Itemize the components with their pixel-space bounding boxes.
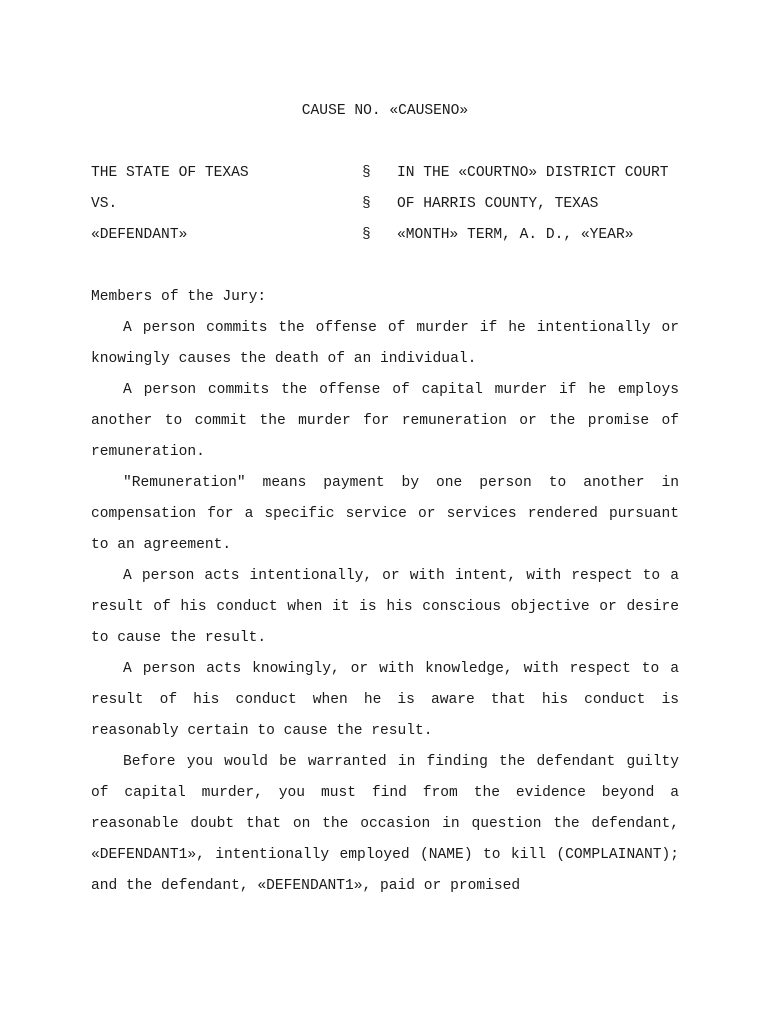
caption-party: VS. <box>91 196 118 212</box>
caption-court: «MONTH» TERM, A. D., «YEAR» <box>397 227 634 243</box>
caption-row <box>91 220 679 251</box>
section-symbol: § <box>362 165 371 181</box>
caption-court: IN THE «COURTNO» DISTRICT COURT <box>397 165 669 181</box>
paragraph: A person acts knowingly, or with knowledge, with respect to a result of his conduct when he is aware that his conduct is reasonably certain to cause the result. <box>91 661 679 739</box>
section-symbol: § <box>362 227 371 243</box>
cause-number: CAUSE NO. «CAUSENO» <box>301 103 469 119</box>
caption-court: OF HARRIS COUNTY, TEXAS <box>397 196 599 212</box>
caption-row <box>91 189 679 220</box>
caption-party: THE STATE OF TEXAS <box>91 165 249 181</box>
section-symbol: § <box>362 196 371 212</box>
salutation: Members of the Jury: <box>91 289 267 305</box>
paragraph: "Remuneration" means payment by one person to another in compensation for a specific service or services rendered pursuant to an agreement. <box>91 475 679 553</box>
paragraph: Before you would be warranted in finding the defendant guilty of capital murder, you must find from the evidence beyond a reasonable doubt that on the occasion in question the defendant, «DEFENDANT1», intentionally employed (NAME) to kill (COMPLAINANT); and the defendant, «DEFENDANT1», paid or promised <box>91 754 679 894</box>
document-page <box>91 96 679 902</box>
paragraph: A person commits the offense of capital murder if he employs another to commit the murder for remuneration or the promise of remuneration. <box>91 382 679 460</box>
caption-party: «DEFENDANT» <box>91 227 188 243</box>
paragraph: A person commits the offense of murder if he intentionally or knowingly causes the death of an individual. <box>91 320 679 367</box>
paragraph: A person acts intentionally, or with intent, with respect to a result of his conduct when it is his conscious objective or desire to cause the result. <box>91 568 679 646</box>
caption-row <box>91 158 679 189</box>
case-caption <box>91 158 679 251</box>
